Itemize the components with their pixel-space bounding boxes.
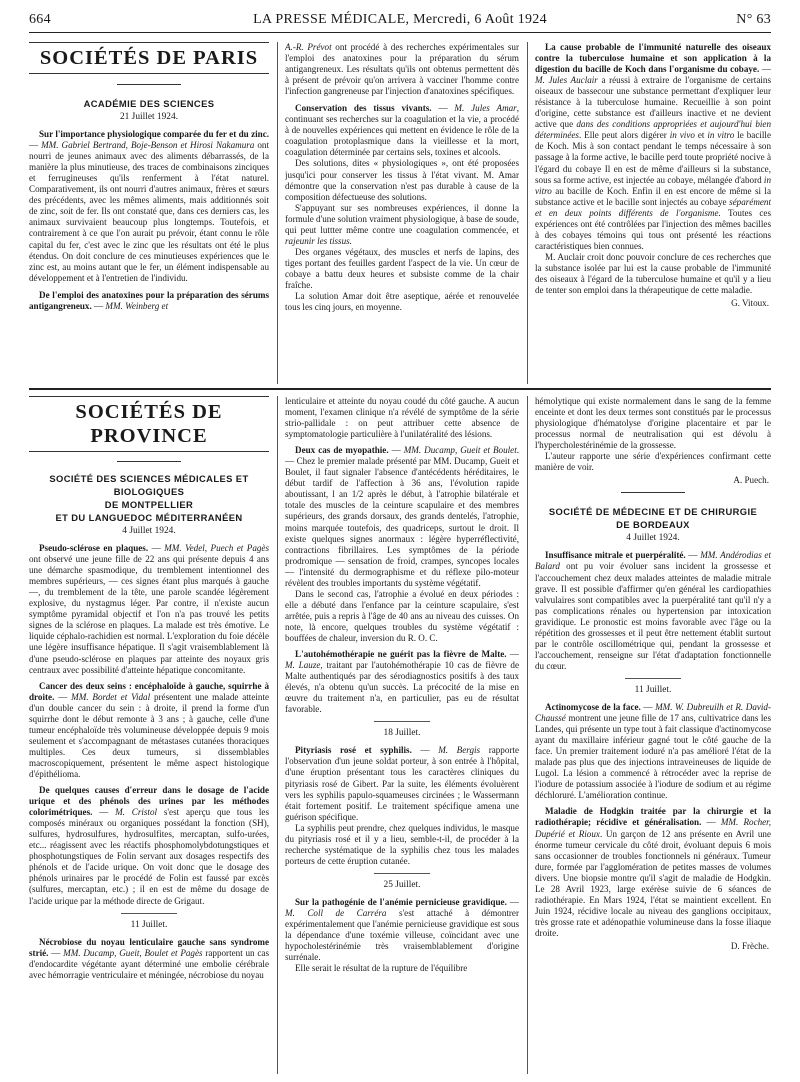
article-paragraph: La syphilis peut prendre, chez quelques individus, le masque du pityriasis rosé et il y a lieu, semble-t-il, de procéder à la recherche systématique de la syphilis chez tous les malades porteurs de cette éruption cutanée.: [285, 822, 519, 866]
society-heading: SOCIÉTÉ DE MÉDECINE ET DE CHIRURGIE: [548, 506, 758, 518]
running-header: [29, 12, 771, 30]
meeting-date: 21 Juillet 1924.: [119, 112, 179, 122]
divider: [374, 873, 430, 874]
title-rule: [29, 396, 269, 397]
article-title: Nécrobiose du noyau lenticulaire gauche sans syndrome strié.: [29, 936, 269, 958]
title-rule: [29, 73, 269, 74]
article-authors: M. Jules Auclair: [535, 75, 598, 86]
article-zinc: Sur l'importance physiologique comparée du fer et du zinc. — MM. Gabriel Bertrand, Boje-Benson et Hirosi Nakamura ont nourri de jeunes animaux avec des aliments débarrassés, de la manière la plus minutieuse, des traces de combinaisons zinciques et ferrugineuses qu'ils renferment à l'état naturel. Comparativement, ils ont nourri d'autres animaux, frères et sœurs des précédents, avec les mêmes aliments, mais additionnés soit de zinc, soit de fer. Ils ont constaté que, dans ces derniers cas, les animaux survivaient beaucoup plus longtemps. Toutefois, et contrairement à ce que l'on aurait pu prévoir, étant connu le rôle capital du fer, c'est avec le zinc que les résultats ont été le plus étendus. On doit conclure de ces minutieuses expériences que le zinc est, au moins autant que le fer, un élément indispensable au développement et à l'entretien de l'individu.: [29, 129, 269, 283]
article-hodgkin: Maladie de Hodgkin traitée par la chirurgie et la radiothérapie; récidive et généralisation. — MM. Rocher, Dupérié et Rioux. Un garçon de 12 ans présente en Avril une énorme tumeur cervicale du côté droit, évoluant depuis 6 mois sans occasionner de troubles fonctionnels ni généraux. Tumeur dure, formée par l'agglomération de petites masses de volumes divers. Une biopsie montre qu'il s'agit de maladie de Hodgkin. Le 28 Avril 1923, large exérèse suivie de 6 séances de radiothérapie. En Mars 1924, l'état se maintient excellent. En Juin 1924, récidive locale au niveau des ganglions occipitaux, très grosse rate et adénopathie volumineuse dans la fosse iliaque droite.: [535, 806, 771, 938]
article-necrobiose: Nécrobiose du noyau lenticulaire gauche sans syndrome strié. — MM. Ducamp, Gueit, Boulet et Pagès rapportent un cas d'endocardite végétante ayant déterminé une embolie cérébrale avec hémorragie ventriculaire et méningée, nécrobiose du noyau: [29, 936, 269, 980]
divider: [374, 721, 430, 722]
author-signature: D. Frèche.: [730, 940, 769, 951]
article-erreurs-dosage: De quelques causes d'erreur dans le dosage de l'acide urique et des phénols des urines par les méthodes colorimétriques. — M. Cristol s'est aperçu que tous les composés minéraux ou organiques possédant la fonction (SH), sulfures, hydrosulfures, hydrosulfites, mercaptan, sulfo-urées, etc... réagissent avec les réactifs phosphomolybdotungstiques et phosphotungstiques de Folin servant aux dosages respectifs des phénols et de l'acide urique. On voit donc que le dosage des phénols urinaires par le procédé de Folin est faussé par excès (sulfures, mercaptan, etc.) ; il en est de même du dosage de l'acide urique par la méthode directe de Grigaut.: [29, 785, 269, 906]
article-authors: MM. Ducamp, Gueit et Boulet: [403, 445, 517, 456]
article-title: L'autohémothérapie ne guérit pas la fièvre de Malte.: [295, 649, 507, 660]
article-paragraph: Elle serait le résultat de la rupture de l'équilibre: [295, 963, 468, 974]
meeting-date: 11 Juillet.: [634, 684, 672, 695]
article-paragraph: Des solutions, dites « physiologiques », ont été proposées jusqu'ici pour conserver les tissus à l'état vivant. M. Amar démontre que la conservation n'est pas durable à cause de la composition défectueuse des solutions.: [285, 158, 519, 202]
section-rule: [29, 388, 771, 390]
column-rule: [277, 396, 278, 1074]
column-rule: [527, 396, 528, 1074]
article-pityriasis: Pityriasis rosé et syphilis. — M. Bergis rapporte l'observation d'un jeune soldat porteur, à son entrée à l'hôpital, d'une éruption présentant tous les caractères cliniques du pityriasis rosé de Gibert. Par la suite, les éléments évoluèrent vers les syphilis papulo-squameuses circinées ; le Wassermann était fortement positif. Le traitement spécifique amena une guérison spécifique.: [285, 745, 519, 822]
article-title: Deux cas de myopathie.: [295, 445, 389, 456]
article-paragraph: M. Auclair croit donc pouvoir conclure de ces recherches que la substance isolée par lui est la cause probable de l'immunité des oiseaux à l'égard de la tuberculose humaine et qu'il y a lieu de tenter son emploi dans la thérapeutique de cette maladie.: [535, 251, 771, 296]
article-title: La cause probable de l'immunité naturelle des oiseaux contre la tuberculose humaine et son application à la digestion du bacille de Koch dans l'organisme du cobaye.: [535, 42, 771, 75]
article-authors: M. Bergis: [438, 745, 481, 756]
article-paragraph: Dans le second cas, l'atrophie a évolué en deux périodes : elle a débuté dans l'enfance par la ceinture scapulaire, s'est arrêtée, puis a repris à l'âge de 40 ans au niveau des cuisses. On note, là encore, quelques troubles du système végétatif : bouffées de chaleur, inversion du R. O. C.: [285, 588, 519, 643]
society-heading: DE BORDEAUX: [616, 519, 690, 531]
article-tissus: Conservation des tissus vivants. — M. Jules Amar, continuant ses recherches sur la coagulation et la vie, a procédé à de nouvelles expériences qui mettent en évidence le rôle de la coagulation protoplasmique dans la vieillesse et la mort, coagulation déterminée par certains sels, toxines et alcools.: [285, 103, 519, 158]
section-title-paris: SOCIÉTÉS DE PARIS: [39, 47, 259, 69]
section-title-province: SOCIÉTÉS DE PROVINCE: [75, 401, 223, 447]
divider: [117, 461, 181, 462]
article-title: Sur la pathogénie de l'anémie pernicieuse gravidique.: [295, 896, 507, 907]
article-authors: MM. Rocher, Dupérié et Rioux: [535, 817, 771, 839]
society-heading: ET DU LANGUEDOC MÉDITERRANÉEN: [55, 512, 243, 523]
meeting-date: 18 Juillet.: [383, 728, 421, 739]
meeting-date: 4 Juillet 1924.: [626, 533, 680, 544]
column-rule: [277, 42, 278, 384]
article-anemie-cont: hémolytique qui existe normalement dans le sang de la femme enceinte et dont les deux termes sont constitués par le processus physiologique d'hématolyse d'origine placentaire et par le processus normal de neutralisation qui est dévolu à l'hypercholestérinémie de la grossesse.: [535, 396, 771, 451]
page-number: 664: [29, 12, 51, 27]
province-column-3: [535, 396, 771, 1074]
meeting-date: 4 Juillet 1924.: [122, 526, 176, 536]
article-title: Conservation des tissus vivants.: [295, 103, 432, 114]
article-title: De l'emploi des anatoxines pour la préparation des sérums antigangreneux.: [29, 289, 269, 311]
article-authors: MM. Vedel, Puech et Pagès: [164, 543, 269, 554]
article-anatoxines-cont: [285, 42, 519, 97]
article-body: ont nourri de jeunes animaux avec des aliments débarrassés, de la manière la plus minutieuse, des traces de combinaisons zinciques et ferrugineuses qu'ils renferment à l'état naturel. Comparativement, ils ont nourri d'autres animaux, frères et sœurs des précédents, avec les mêmes aliments, mais additionnés soit de zinc, soit de fer. Ils ont constaté que, dans ces derniers cas, les animaux survivaient beaucoup plus longtemps. Toutefois, et contrairement à ce que l'on aurait pu prévoir, étant connu le rôle capital du fer, c'est avec le zinc que les résultats ont été le plus étendus. On doit conclure de ces minutieuses expériences que le zinc est, au moins autant que le fer, un élément indispensable au développement et à l'entretien de l'individu.: [29, 140, 269, 283]
journal-title: LA PRESSE MÉDICALE, Mercredi, 6 Août 1924: [253, 12, 547, 27]
article-title: Actinomycose de la face.: [545, 701, 641, 712]
article-authors: M. Jules Amar: [454, 103, 517, 114]
column-rule: [527, 42, 528, 384]
article-actinomycose: Actinomycose de la face. — MM. W. Dubreuilh et R. David-Chaussé montrent une jeune fille de 17 ans, cultivatrice dans les Landes, qui présente un type tout à fait classique d'actinomycose ayant du maxillaire inférieur gagné tout le côté gauche de la face. Un premier traitement ioduré n'a pas amélioré l'état de la malade pas plus que des injections intraveineuses de liquide de Lugol. La lésion a commencé à rétrocéder avec la reprise de l'iodure de potassium associée à l'iodure de sodium et au régime déchloruré. L'amélioration continue.: [535, 701, 771, 801]
article-body: ont procédé à des recherches expérimentales sur l'emploi des anatoxines pour la préparation du sérum antigangreneux. Les résultats qu'ils ont obtenus permettent dès à présent de prévoir qu'on arrivera à vacciner l'homme contre l'infection gangreneuse par l'injection d'anatoxines spécifiques.: [285, 42, 519, 97]
article-pseudo-sclerose: Pseudo-sclérose en plaques. — MM. Vedel, Puech et Pagès ont observé une jeune fille de 22 ans qui présente depuis 4 ans une démarche spasmodique, du tremblement intentionnel des membres supérieurs, — ces signes étant plus marqués à gauche —, du tremblement de la tête, une parole scandée légèrement explosive, du nystagmus léger. Par contre, il n'existe aucun symptôme pyramidal objectif et l'on n'a pas trouvé les petits signes de la sclérose en plaques. La malade est très émotive. Le liquide céphalo-rachidien est normal. L'exploration du foie décèle une légère insuffisance hépatique. Il s'agit vraisemblablement là d'une pseudo-sclérose en plaques par atteinte des noyaux gris centraux avec possibilité d'atteinte hépatique concomitante.: [29, 543, 269, 675]
article-body: , continuant ses recherches sur la coagulation et la vie, a procédé à de nouvelles expériences qui mettent en évidence le rôle de la coagulation protoplasmique dans la vieillesse et la mort, coagulation déterminée par certains sels, toxines et alcools.: [285, 103, 519, 158]
academy-heading: ACADÉMIE DES SCIENCES: [83, 98, 215, 109]
article-authors: MM. Andérodias et Balard: [535, 550, 771, 572]
article-paragraph: Des organes végétaux, des muscles et nerfs de lapins, des tiges portant des feuilles gardent l'aspect de la vie. Un cœur de cobaye a battu deux heures et subsiste comme de la chair fraîche.: [285, 246, 519, 290]
meeting-date: 25 Juillet.: [383, 879, 421, 890]
article-authors: M. Cristol: [115, 807, 158, 818]
article-authors: MM. Ducamp, Gueit, Boulet et Pagès: [63, 947, 203, 958]
paris-column-3: [535, 42, 771, 384]
divider: [621, 492, 685, 493]
article-authors: M. Lauze: [285, 660, 321, 671]
article-title: Maladie de Hodgkin traitée par la chirurgie et la radiothérapie; récidive et généralisation.: [535, 806, 771, 828]
society-heading: SOCIÉTÉ DES SCIENCES MÉDICALES ET BIOLOGIQUES: [49, 473, 249, 497]
society-heading: DE MONTPELLIER: [104, 499, 194, 510]
article-necrobiose-cont: lenticulaire et atteinte du noyau coudé du côté gauche. A aucun moment, l'examen clinique n'a révélé de symptôme de la série strio-pallidale : on peut attribuer cette absence de symptomatologie particulière à l'unilatéralité des lésions.: [285, 396, 519, 440]
article-insuffisance-mitrale: Insuffisance mitrale et puerpéralité. — MM. Andérodias et Balard ont pu voir évoluer sans incident la grossesse et l'accouchement chez deux malades atteintes de maladie mitrale grave. Il est possible d'affirmer qu'en général les cardiopathies valvulaires sont compatibles avec la puerpéralité tant qu'il n'y a pas complications rénales ou hypertension par intoxication gravidique. Le pronostic est moins favorable avec l'âge ou la répétition des grossesses et il peut être nettement établit surtout par le contrôle oscillométrique qui, pendant la grossesse et l'accouchement, renseigne sur l'état d'adaptation fonctionnelle du cœur.: [535, 550, 771, 671]
newspaper-page: [29, 12, 771, 1074]
article-title: Cancer des deux seins : encéphaloïde à gauche, squirrhe à droite.: [29, 680, 269, 702]
divider: [625, 678, 681, 679]
article-title: Pityriasis rosé et syphilis.: [295, 745, 412, 756]
article-title: Insuffisance mitrale et puerpéralité.: [545, 550, 686, 561]
article-paragraph: S'appuyant sur ses nombreuses expériences, il donne la formule d'une solution vraiment physiologique, à base de soude, qui peut luttter même contre une coagulation commencée, et rajeunir les tissus.: [285, 202, 519, 246]
issue-number: N° 63: [736, 12, 771, 27]
article-paragraph: L'auteur rapporte une série d'expériences confirmant cette manière de voir.: [535, 451, 771, 473]
article-authors: MM. Gabriel Bertrand, Boje-Benson et Hirosi Nakamura: [41, 140, 255, 151]
author-signature: G. Vitoux.: [731, 298, 769, 309]
article-authors: MM. Weinberg et: [105, 300, 169, 311]
header-rule: [29, 32, 771, 33]
paris-column-2: [285, 42, 519, 384]
meeting-date: 11 Juillet.: [130, 919, 168, 930]
article-title: Pseudo-sclérose en plaques.: [39, 543, 149, 554]
article-authors: M. Coll de Carréra: [285, 907, 387, 918]
article-authors: MM. W. Dubreuilh et R. David-Chaussé: [535, 701, 771, 724]
province-column-1: [29, 396, 269, 1074]
article-authors: A.-R. Prévot: [285, 42, 332, 52]
article-title: Sur l'importance physiologique comparée du fer et du zinc.: [39, 129, 269, 140]
article-paragraph: La solution Amar doit être aseptique, aérée et renouvelée tous les cinq jours, en moyenne.: [285, 291, 519, 313]
article-autohemotherapie: L'autohémothérapie ne guérit pas la fièvre de Malte. — M. Lauze, traitant par l'autohémothérapie 10 cas de fièvre de Malte authentiqués par des sérodiagnostics positifs à des taux élevés, n'a obtenu qu'un succès. La précocité de la mise en œuvre du traitement n'a, en particulier, pas eu de résultat favorable.: [285, 649, 519, 715]
article-anatoxines: De l'emploi des anatoxines pour la préparation des sérums antigangreneux. — MM. Weinberg et: [29, 289, 269, 311]
article-anemie: Sur la pathogénie de l'anémie pernicieuse gravidique. — M. Coll de Carréra s'est attaché à démontrer expérimentalement que l'anémie pernicieuse gravidique est sous la dépendance d'une toxémie villeuse, coïncidant avec une hypocholestérinémie très vraisemblablement d'origine surrénale.: [285, 896, 519, 963]
paris-column-1: [29, 42, 269, 384]
article-authors: MM. Bordet et Vidal: [71, 691, 151, 702]
article-title: De quelques causes d'erreur dans le dosage de l'acide urique et des phénols des urines par les méthodes colorimétriques.: [29, 785, 269, 818]
author-signature: A. Puech.: [733, 475, 769, 486]
title-rule: [29, 42, 269, 43]
article-cancer: Cancer des deux seins : encéphaloïde à gauche, squirrhe à droite. — MM. Bordet et Vidal présentent une malade atteinte d'un double cancer du sein : à droite, il prend la forme d'un squirrhe dont le début remonte à 3 ans ; à gauche, celle d'une tumeur encéphaloïde très volumineuse développée depuis 9 mois seulement et s'accompagnant de métastases cutanées thoraciques multiples. Ces deux tumeurs, si dissemblables macroscopiquement, présentent le même aspect histologique d'épithélioma.: [29, 680, 269, 779]
province-column-2: [285, 396, 519, 1074]
article-immunite: La cause probable de l'immunité naturelle des oiseaux contre la tuberculose humaine et son application à la digestion du bacille de Koch dans l'organisme du cobaye. — M. Jules Auclair a réussi à extraire de l'organisme de certains oiseaux de bassecour une substance permettant d'expliquer leur résistance à la tuberculose humaine. Recueillie à son point d'origine, cette substance est d'ailleurs inactive et ne devient active que dans des conditions appropriées et aujourd'hui bien déterminées. Elle peut alors digérer in vivo et in vitro le bacille de Koch. Mis à son contact pendant le temps nécessaire à son passage à la forme active, le bacille perd toute propriété nocive à l'égard du cobaye Il en est de même d'ailleurs si la substance, sous sa forme active, est injectée au cobaye, mélangée d'abord in vitro au bacille de Koch. Enfin il en est encore de même si la substance active et le bacille sont injectés au cobaye séparément et en deux points différents de l'organisme. Toutes ces expériences ont été contrôlées par l'injection des mêmes bacilles à des cobayes témoins qui tous ont présenté les réactions caractéristiques bien connues.: [535, 42, 771, 251]
article-myopathie: Deux cas de myopathie. — MM. Ducamp, Gueit et Boulet. — Chez le premier malade présenté par MM. Ducamp, Gueit et Boulet, il faut signaler l'absence d'antécédents héréditaires, le début tardif de l'affection à 36 ans, l'évolution rapide aboutissant, l an 1/2 après le début, à l'atrophie bilatérale et totale des muscles de la ceinture scapulaire et des membres supérieurs, des grands dorsaux, des grands dentelés, l'atrophie, moins marquée toutefois, des quadriceps, surtout le droit. Il existe quelques signes anormaux : légère hyperréflectivité, contractions fibrillaires. Les symptômes de la période prodromique — sensation de froid, crampes, syncopes locales — l'intensité du dermographisme et du réflexe pilo-moteur révèlent des troubles importants du système végétatif.: [285, 445, 519, 588]
title-rule: [29, 451, 269, 452]
divider: [121, 913, 177, 914]
divider: [117, 84, 181, 85]
